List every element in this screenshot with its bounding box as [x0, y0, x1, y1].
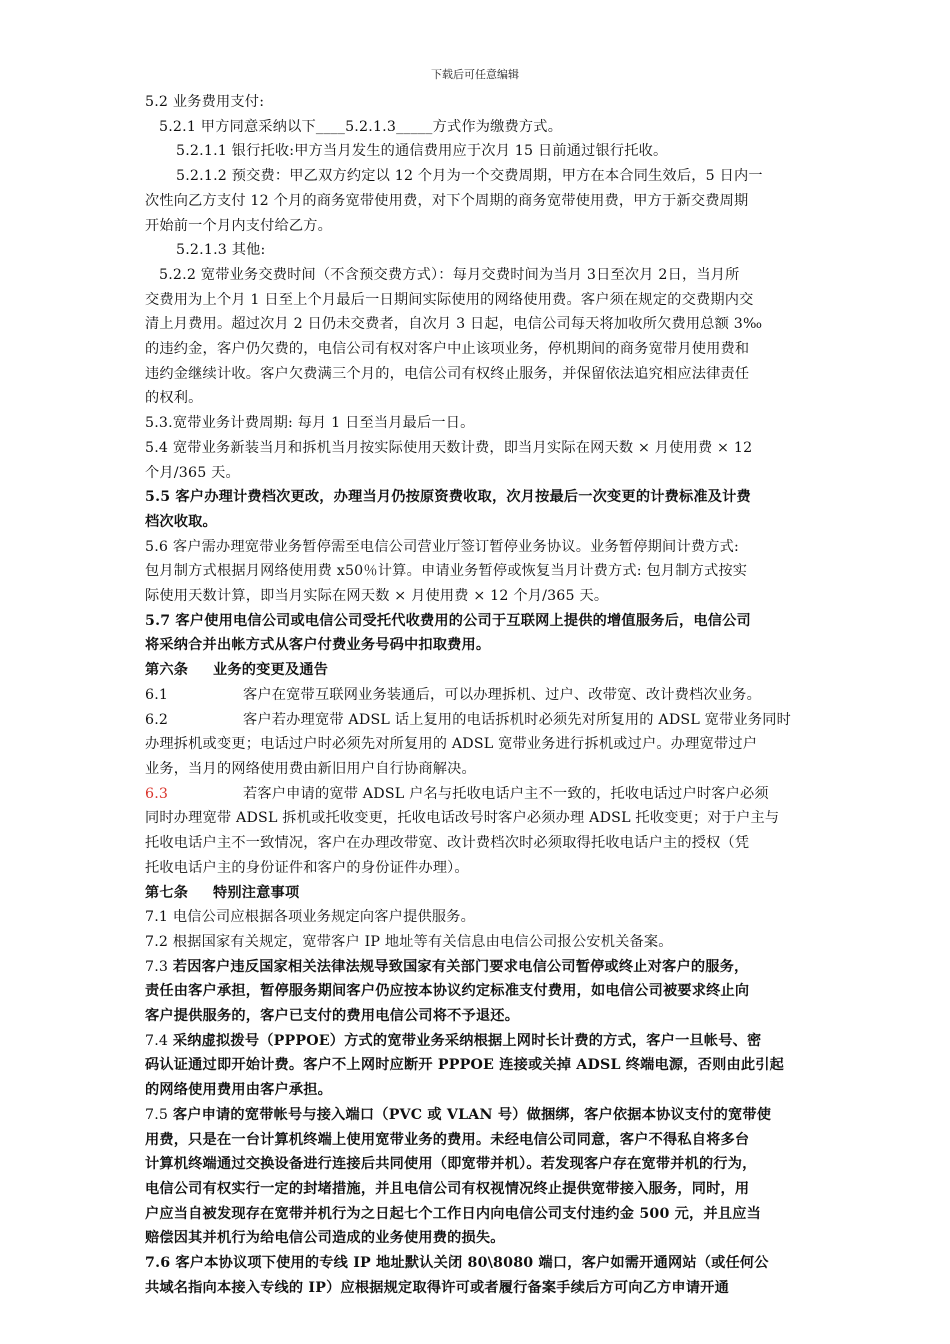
clause-7-4-number: 7.4: [145, 1032, 173, 1049]
para-5-2-title: 5.2 业务费用支付:: [145, 94, 265, 110]
para-7-6-line2: 共域名指向本接入专线的 IP）应根据规定取得许可或者履行备案手续后方可向乙方申请开通: [145, 1279, 729, 1296]
clause-6-3-number: 6.3: [145, 785, 169, 802]
document-body: [145, 90, 855, 1300]
page-header: 下载后可任意编辑: [431, 68, 519, 81]
para-5-5-line2: 档次收取。: [145, 513, 217, 530]
clause-6-3-text: 若客户申请的宽带 ADSL 户名与托收电话户主不一致的，托收电话过户时客户必须: [243, 785, 769, 802]
para-7-4-line1: [145, 1029, 855, 1054]
article-6-number: 第六条: [145, 662, 189, 679]
clause-7-5-number: 7.5: [145, 1106, 173, 1123]
para-7-1: 7.1 电信公司应根据各项业务规定向客户提供服务。: [145, 909, 476, 926]
para-6-3-line4: 托收电话户主的身份证件和客户的身份证件办理）。: [145, 859, 469, 876]
para-5-2-2-line2: 交费用为上个月 1 日至上个月最后一日期间实际使用的网络使用费。客户须在规定的交费期内交: [145, 291, 754, 308]
para-5-6-line3: 际使用天数计算，即当月实际在网天数 × 月使用费 × 12 个月/365 天。: [145, 588, 609, 605]
clause-6-2-number: 6.2: [145, 711, 169, 728]
clause-7-3-text: 若因客户违反国家相关法律法规导致国家有关部门要求电信公司暂停或终止对客户的服务，: [172, 958, 749, 975]
para-5-2-2-line6: 的权利。: [145, 390, 203, 407]
para-6-2-line3: 业务，当月的网络使用费由新旧用户自行协商解决。: [145, 760, 476, 777]
para-7-5-line5: 户应当自被发现存在宽带并机行为之日起七个工作日内向电信公司支付违约金 500 元，并且应当: [145, 1205, 761, 1222]
para-7-5-line2: 用费，只是在一台计算机终端上使用宽带业务的费用。未经电信公司同意，客户不得私自将多台: [145, 1131, 750, 1148]
para-7-4-line3: 的网络使用费用由客户承担。: [145, 1082, 333, 1099]
article-7-number: 第七条: [145, 884, 189, 901]
para-5-2-2-line5: 违约金继续计收。客户欠费满三个月的，电信公司有权终止服务，并保留依法追究相应法律责任: [145, 365, 750, 382]
para-5-2-1-2-line3: 开始前一个月内支付给乙方。: [145, 217, 333, 234]
clause-7-4-text: 采纳虚拟拨号（PPPOE）方式的宽带业务采纳根据上网时长计费的方式，客户一旦帐号、密: [172, 1032, 762, 1049]
clause-7-3-number: 7.3: [145, 958, 173, 975]
para-5-2-2-line4: 的违约金，客户仍欠费的，电信公司有权对客户中止该项业务，停机期间的商务宽带月使用费和: [145, 341, 750, 358]
para-5-3: 5.3.宽带业务计费周期: 每月 1 日至当月最后一日。: [145, 415, 475, 432]
para-7-4-line2: 码认证通过即开始计费。客户不上网时应断开 PPPOE 连接或关掉 ADSL 终端电源，否则由此引起: [145, 1057, 785, 1074]
para-7-5-line1: [145, 1103, 855, 1128]
clause-6-1-text: 客户在宽带互联网业务装通后，可以办理拆机、过户、改带宽、改计费档次业务。: [243, 686, 761, 703]
para-6-2-line1: [145, 708, 855, 733]
article-7-title: 特别注意事项: [213, 884, 300, 901]
para-6-3-line3: 托收电话户主不一致情况，客户在办理改带宽、改计费档次时必须取得托收电话户主的授权（凭: [145, 835, 750, 852]
para-7-3-line3: 客户提供服务的，客户已支付的费用电信公司将不予退还。: [145, 1008, 520, 1025]
para-7-2: 7.2 根据国家有关规定，宽带客户 IP 地址等有关信息由电信公司报公安机关备案。: [145, 933, 673, 950]
para-7-5-line4: 电信公司有权实行一定的封堵措施，并且电信公司有权视情况终止提供宽带接入服务，同时，用: [145, 1180, 750, 1197]
para-5-7-line1: 5.7 客户使用电信公司或电信公司受托代收费用的公司于互联网上提供的增值服务后，电信公司: [145, 612, 751, 629]
clause-7-5-text: 客户申请的宽带帐号与接入端口（PVC 或 VLAN 号）做捆绑，客户依据本协议支付的宽带使: [172, 1106, 772, 1123]
para-7-3-line2: 责任由客户承担，暂停服务期间客户仍应按本协议约定标准支付费用，如电信公司被要求终止向: [145, 983, 750, 1000]
para-5-2-2-line3: 清上月费用。超过次月 2 日仍未交费者，自次月 3 日起，电信公司每天将加收所欠费用总额 3‰: [145, 316, 763, 333]
para-5-2-1-1: 5.2.1.1 银行托收:甲方当月发生的通信费用应于次月 15 日前通过银行托收。: [176, 143, 668, 160]
para-6-3-line1: [145, 782, 855, 807]
para-5-2-1: 5.2.1 甲方同意采纳以下____5.2.1.3_____方式作为缴费方式。: [159, 118, 563, 135]
article-6-heading: [145, 658, 855, 683]
para-7-6-line1: 7.6 客户本协议项下使用的专线 IP 地址默认关闭 80\8080 端口，客户如需开通网站（或任何公: [145, 1255, 769, 1272]
para-6-2-line2: 办理拆机或变更；电话过户时必须先对所复用的 ADSL 宽带业务进行拆机或过户。办理宽带过户: [145, 736, 758, 753]
para-5-6-line2: 包月制方式根据月网络使用费 x50％计算。申请业务暂停或恢复当月计费方式: 包月制方式按实: [145, 563, 748, 580]
para-5-4-line2: 个月/365 天。: [145, 464, 240, 481]
para-6-1: [145, 683, 855, 708]
para-7-5-line6: 赔偿因其并机行为给电信公司造成的业务使用费的损失。: [145, 1230, 505, 1247]
para-5-4-line1: 5.4 宽带业务新装当月和拆机当月按实际使用天数计费，即当月实际在网天数 × 月使用费 × 12: [145, 439, 753, 456]
para-5-2-1-2-line1: 5.2.1.2 预交费：甲乙双方约定以 12 个月为一个交费周期，甲方在本合同生效后，5 日内一: [176, 168, 763, 185]
para-7-3-line1: [145, 955, 855, 980]
para-5-2-1-3: 5.2.1.3 其他:: [176, 242, 266, 259]
para-5-6-line1: 5.6 客户需办理宽带业务暂停需至电信公司营业厅签订暂停业务协议。业务暂停期间计费方式:: [145, 538, 739, 555]
para-5-2-1-2-line2: 次性向乙方支付 12 个月的商务宽带使用费，对下个周期的商务宽带使用费，甲方于新交费周期: [145, 192, 749, 209]
para-5-7-line2: 将采纳合并出帐方式从客户付费业务号码中扣取费用。: [145, 637, 491, 654]
clause-6-1-number: 6.1: [145, 686, 169, 703]
article-6-title: 业务的变更及通告: [213, 662, 329, 679]
article-7-heading: [145, 881, 855, 906]
para-6-3-line2: 同时办理宽带 ADSL 拆机或托收变更，托收电话改号时客户必须办理 ADSL 托收变更；对于户主与: [145, 810, 780, 827]
para-5-5-line1: 5.5 客户办理计费档次更改，办理当月仍按原资费收取，次月按最后一次变更的计费标准及计费: [145, 489, 751, 506]
para-5-2-2-line1: 5.2.2 宽带业务交费时间（不含预交费方式）：每月交费时间为当月 3日至次月 2日，当月所: [159, 266, 740, 283]
para-7-5-line3: 计算机终端通过交换设备进行连接后共同使用（即宽带并机）。若发现客户存在宽带并机的行为，: [145, 1156, 757, 1173]
clause-6-2-text: 客户若办理宽带 ADSL 话上复用的电话拆机时必须先对所复用的 ADSL 宽带业务同时: [243, 711, 791, 728]
